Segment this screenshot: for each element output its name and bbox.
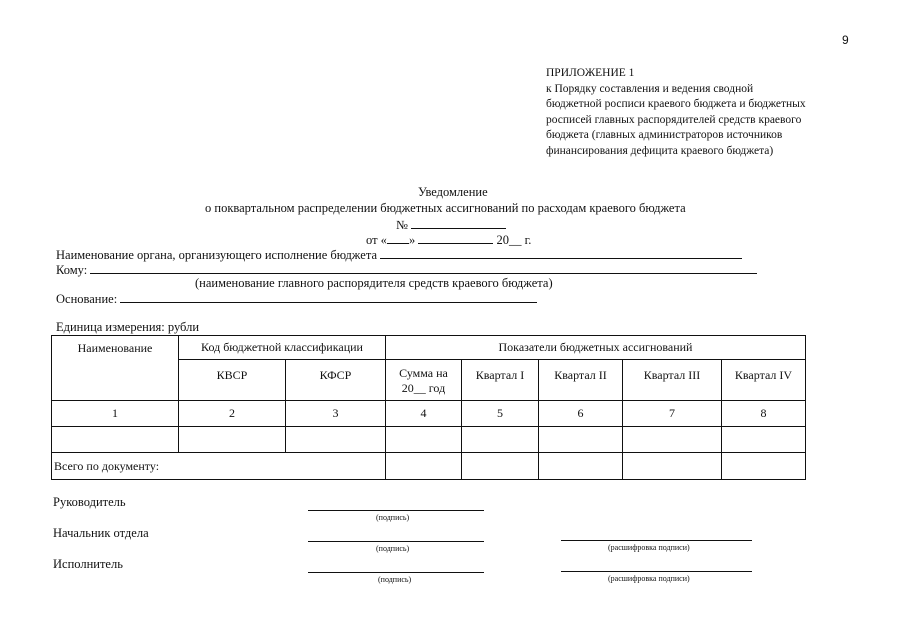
sig-dept-decoding-hint: (расшифровка подписи) [608,543,690,552]
sig-dept-label: Начальник отдела [53,526,149,540]
sig-dept-decoding-line[interactable] [561,540,752,541]
number-blank[interactable] [411,216,506,229]
to-hint: (наименование главного распорядителя средств краевого бюджета) [195,276,553,290]
to-label: Кому: [56,263,88,277]
total-sum[interactable] [386,453,462,480]
appendix-line: ПРИЛОЖЕНИЕ 1 [546,67,635,79]
date-close-quote: » [408,233,416,247]
allocation-table [51,335,806,480]
basis-blank[interactable] [120,290,537,303]
cell-q2[interactable] [539,427,623,453]
basis-row [56,290,537,307]
basis-label: Основание: [56,292,118,306]
sig-executor-hint: (подпись) [378,575,412,584]
col-group-indicators: Показатели бюджетных ассигнований [386,336,806,360]
organ-blank[interactable] [380,246,742,259]
unit-label: Единица измерения: рубли [56,320,200,334]
col-header-name: Наименование [52,336,179,401]
appendix-line: росписей главных распорядителей средств краевого [546,113,802,126]
col-group-code: Код бюджетной классификации [179,336,386,360]
sig-dept-hint: (подпись) [376,544,410,553]
col-number: 4 [386,401,462,427]
total-q1[interactable] [462,453,539,480]
number-sign: № [396,218,408,232]
col-number: 6 [539,401,623,427]
col-header-sum [386,360,462,401]
col-number: 1 [52,401,179,427]
col-header-q1: Квартал I [462,360,539,401]
col-number: 7 [623,401,722,427]
cell-kvsr[interactable] [179,427,286,453]
col-header-q3: Квартал III [623,360,722,401]
header-row-groups [52,336,806,360]
sig-executor-line[interactable] [308,572,484,573]
data-row [52,427,806,453]
cell-kfsr[interactable] [286,427,386,453]
appendix-line: финансирования дефицита краевого бюджета) [546,144,774,157]
col-number: 8 [722,401,806,427]
cell-q4[interactable] [722,427,806,453]
date-year: 20__ г. [496,233,532,247]
sum-line-1: Сумма на [399,366,448,380]
cell-q3[interactable] [623,427,722,453]
col-number: 2 [179,401,286,427]
notice-subtitle: о поквартальном распределении бюджетных ассигнований по расходам краевого бюджета [205,201,686,215]
total-q2[interactable] [539,453,623,480]
total-q3[interactable] [623,453,722,480]
total-label: Всего по документу: [52,453,386,480]
sum-line-2: 20__ год [401,381,446,395]
sig-head-hint: (подпись) [376,513,410,522]
numbering-row [52,401,806,427]
col-header-q2: Квартал II [539,360,623,401]
date-from: от « [366,233,387,247]
col-number: 5 [462,401,539,427]
appendix-header [546,66,806,159]
notice-title: Уведомление [418,185,488,199]
cell-q1[interactable] [462,427,539,453]
col-header-q4: Квартал IV [722,360,806,401]
col-header-kvsr: КВСР [179,360,286,401]
sig-executor-decoding-line[interactable] [561,571,752,572]
total-q4[interactable] [722,453,806,480]
month-blank[interactable] [418,231,493,244]
cell-sum[interactable] [386,427,462,453]
sig-head-line[interactable] [308,510,484,511]
sig-executor-decoding-hint: (расшифровка подписи) [608,574,690,583]
cell-name[interactable] [52,427,179,453]
day-blank[interactable] [387,231,409,244]
page-number: 9 [842,33,849,47]
to-blank[interactable] [90,261,757,274]
sig-executor-label: Исполнитель [53,557,123,571]
appendix-line: бюджета (главных администраторов источников [546,129,783,141]
sig-head-label: Руководитель [53,495,126,509]
col-header-kfsr: КФСР [286,360,386,401]
appendix-line: бюджетной росписи краевого бюджета и бюджетных [546,98,806,110]
col-number: 3 [286,401,386,427]
total-row [52,453,806,480]
organ-label: Наименование органа, организующего исполнение бюджета [56,248,377,262]
sig-dept-line[interactable] [308,541,484,542]
appendix-line: к Порядку составления и ведения сводной [546,82,754,95]
